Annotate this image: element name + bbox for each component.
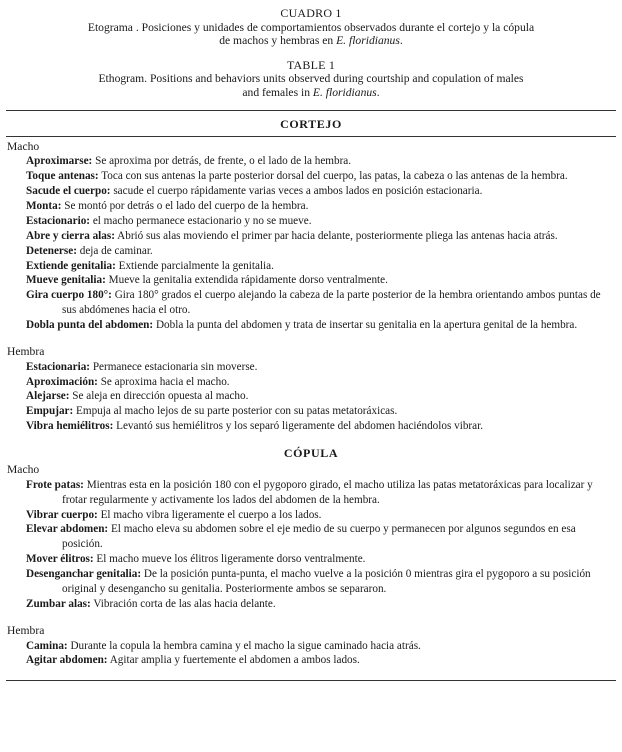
copula-hembra-label: Hembra bbox=[7, 623, 45, 637]
table-species-name: E. floridianus bbox=[312, 85, 377, 99]
behavior-entry bbox=[26, 508, 610, 523]
behavior-description: Extiende parcialmente la genitalia. bbox=[115, 259, 274, 272]
behavior-description: Agitar amplia y fuertemente el abdomen a ambos lados. bbox=[107, 654, 360, 667]
table-caption-prefix: and females in bbox=[242, 85, 313, 99]
behavior-term: Extiende genitalia: bbox=[26, 259, 116, 272]
behavior-description: Empuja al macho lejos de su parte posterior con su patas metatoráxicas. bbox=[73, 405, 398, 418]
bottom-rule bbox=[6, 680, 616, 681]
behavior-term: Agitar abdomen: bbox=[26, 654, 108, 667]
behavior-entry bbox=[26, 229, 610, 244]
cuadro-species-name: E. floridianus bbox=[336, 34, 400, 48]
behavior-description: sacude el cuerpo rápidamente varias veces a ambos lados en posición estacionaria. bbox=[110, 184, 483, 197]
behavior-term: Estacionario: bbox=[26, 214, 91, 227]
cortejo-macho-list bbox=[0, 154, 622, 333]
behavior-description: El macho eleva su abdomen sobre el eje medio de su cuerpo y permanecen por algunos segundos en esa posición. bbox=[62, 523, 576, 551]
cortejo-hembra-label: Hembra bbox=[7, 345, 45, 359]
behavior-description: Se aleja en dirección opuesta al macho. bbox=[69, 390, 249, 403]
behavior-entry bbox=[26, 154, 610, 169]
behavior-entry bbox=[26, 375, 610, 390]
behavior-term: Aproximarse: bbox=[26, 155, 93, 168]
behavior-description: Se aproxima por detrás, de frente, o el lado de la hembra. bbox=[92, 155, 352, 168]
cortejo-hembra-list bbox=[0, 360, 622, 435]
top-rule-spacer bbox=[0, 100, 622, 110]
top-rule bbox=[6, 110, 616, 111]
behavior-term: Desenganchar genitalia: bbox=[26, 568, 142, 581]
behavior-term: Estacionaria: bbox=[26, 360, 91, 373]
behavior-term: Elevar abdomen: bbox=[26, 523, 109, 536]
section-title-cortejo: CORTEJO bbox=[280, 116, 342, 131]
behavior-term: Alejarse: bbox=[26, 390, 70, 403]
behavior-term: Mover élitros: bbox=[26, 553, 94, 566]
behavior-entry bbox=[26, 419, 610, 434]
behavior-entry bbox=[26, 522, 610, 552]
behavior-term: Detenerse: bbox=[26, 244, 77, 257]
behavior-term: Mueve genitalia: bbox=[26, 274, 106, 287]
behavior-entry bbox=[26, 389, 610, 404]
behavior-term: Vibra hemiélitros: bbox=[26, 420, 114, 433]
behavior-term: Abre y cierra alas: bbox=[26, 229, 115, 242]
behavior-description: El macho mueve los élitros ligeramente dorso ventralmente. bbox=[93, 553, 366, 566]
behavior-entry bbox=[26, 552, 610, 567]
cuadro-caption-line1: Etograma . Posiciones y unidades de comportamientos observados durante el cortejo y la cópula bbox=[87, 20, 535, 34]
behavior-entry bbox=[26, 244, 610, 259]
cuadro-caption-suffix: . bbox=[399, 34, 403, 48]
behavior-entry bbox=[26, 404, 610, 419]
behavior-entry bbox=[26, 639, 610, 654]
behavior-description: Se aproxima hacia el macho. bbox=[97, 375, 230, 388]
behavior-description: Permanece estacionaria sin moverse. bbox=[90, 360, 258, 373]
behavior-entry bbox=[26, 318, 610, 333]
copula-macho-list bbox=[0, 478, 622, 612]
behavior-entry bbox=[26, 478, 610, 508]
behavior-entry bbox=[26, 567, 610, 597]
behavior-description: el macho permanece estacionario y no se mueve. bbox=[90, 214, 312, 227]
section-title-copula: CÓPULA bbox=[283, 446, 339, 461]
behavior-description: Levantó sus hemiélitros y los separó ligeramente del abdomen haciéndolos vibrar. bbox=[113, 420, 484, 433]
copula-hembra-list bbox=[0, 639, 622, 669]
behavior-term: Toque antenas: bbox=[26, 170, 99, 183]
behavior-description: Gira 180° grados el cuerpo alejando la cabeza de la parte posterior de la hembra orientando ambos puntas de sus abdómenes hacia el otro. bbox=[62, 289, 601, 317]
behavior-description: deja de caminar. bbox=[76, 244, 153, 257]
behavior-description: Mientras esta en la posición 180 con el pygoporo girado, el macho utiliza las patas metatoráxicas para localizar y frotar regularmente y activamente los lados del abdomen de la hembra. bbox=[62, 478, 593, 506]
behavior-description: Se montó por detrás o el lado del cuerpo de la hembra. bbox=[61, 199, 309, 212]
table-caption-line2 bbox=[0, 86, 622, 100]
behavior-term: Zumbar alas: bbox=[26, 598, 91, 610]
behavior-entry bbox=[26, 199, 610, 214]
behavior-term: Frote patas: bbox=[26, 478, 84, 491]
behavior-entry bbox=[26, 288, 610, 318]
behavior-term: Camina: bbox=[26, 639, 68, 652]
behavior-term: Vibrar cuerpo: bbox=[26, 508, 98, 521]
behavior-entry bbox=[26, 184, 610, 199]
cortejo-macho-label: Macho bbox=[7, 139, 40, 153]
behavior-entry bbox=[26, 653, 610, 668]
cuadro-caption-line2 bbox=[0, 34, 622, 48]
cuadro-label: CUADRO 1 bbox=[280, 6, 342, 20]
behavior-term: Sacude el cuerpo: bbox=[26, 184, 111, 197]
behavior-term: Monta: bbox=[26, 199, 62, 212]
table-caption-suffix: . bbox=[376, 85, 380, 99]
behavior-entry bbox=[26, 360, 610, 375]
behavior-term: Empujar: bbox=[26, 405, 74, 418]
behavior-entry bbox=[26, 169, 610, 184]
behavior-term: Dobla punta del abdomen: bbox=[26, 319, 154, 332]
behavior-description: Mueve la genitalia extendida rápidamente dorso ventralmente. bbox=[105, 274, 388, 287]
behavior-entry bbox=[26, 214, 610, 229]
cortejo-title-rule bbox=[6, 136, 616, 137]
behavior-description: Toca con sus antenas la parte posterior dorsal del cuerpo, las patas, la cabeza o las antenas de la hembra. bbox=[98, 170, 568, 183]
cuadro-caption-prefix: de machos y hembras en bbox=[219, 34, 337, 48]
behavior-entry bbox=[26, 259, 610, 274]
table-caption-line1: Ethogram. Positions and behaviors units observed during courtship and copulation of males bbox=[98, 72, 524, 86]
behavior-description: Dobla la punta del abdomen y trata de insertar su genitalia en la apertura genital de la hembra. bbox=[153, 319, 578, 332]
behavior-term: Aproximación: bbox=[26, 375, 98, 388]
behavior-description: De la posición punta-punta, el macho vuelve a la posición 0 mientras gira el pygoporo a su posición original y desengancho su genitalia. Posteriormente ambos se separaron. bbox=[62, 568, 591, 596]
behavior-entry bbox=[26, 597, 610, 612]
behavior-description: Abrió sus alas moviendo el primer par hacia delante, posteriormente pliega las antenas hacia atrás. bbox=[114, 229, 558, 242]
behavior-description: Durante la copula la hembra camina y el macho la sigue caminado hacia atrás. bbox=[67, 639, 421, 652]
behavior-term: Gira cuerpo 180°: bbox=[26, 289, 112, 302]
behavior-description: El macho vibra ligeramente el cuerpo a los lados. bbox=[97, 508, 322, 521]
behavior-description: Vibración corta de las alas hacia delante. bbox=[90, 598, 276, 610]
copula-macho-label: Macho bbox=[7, 463, 40, 477]
behavior-entry bbox=[26, 273, 610, 288]
table-label: TABLE 1 bbox=[286, 57, 336, 72]
